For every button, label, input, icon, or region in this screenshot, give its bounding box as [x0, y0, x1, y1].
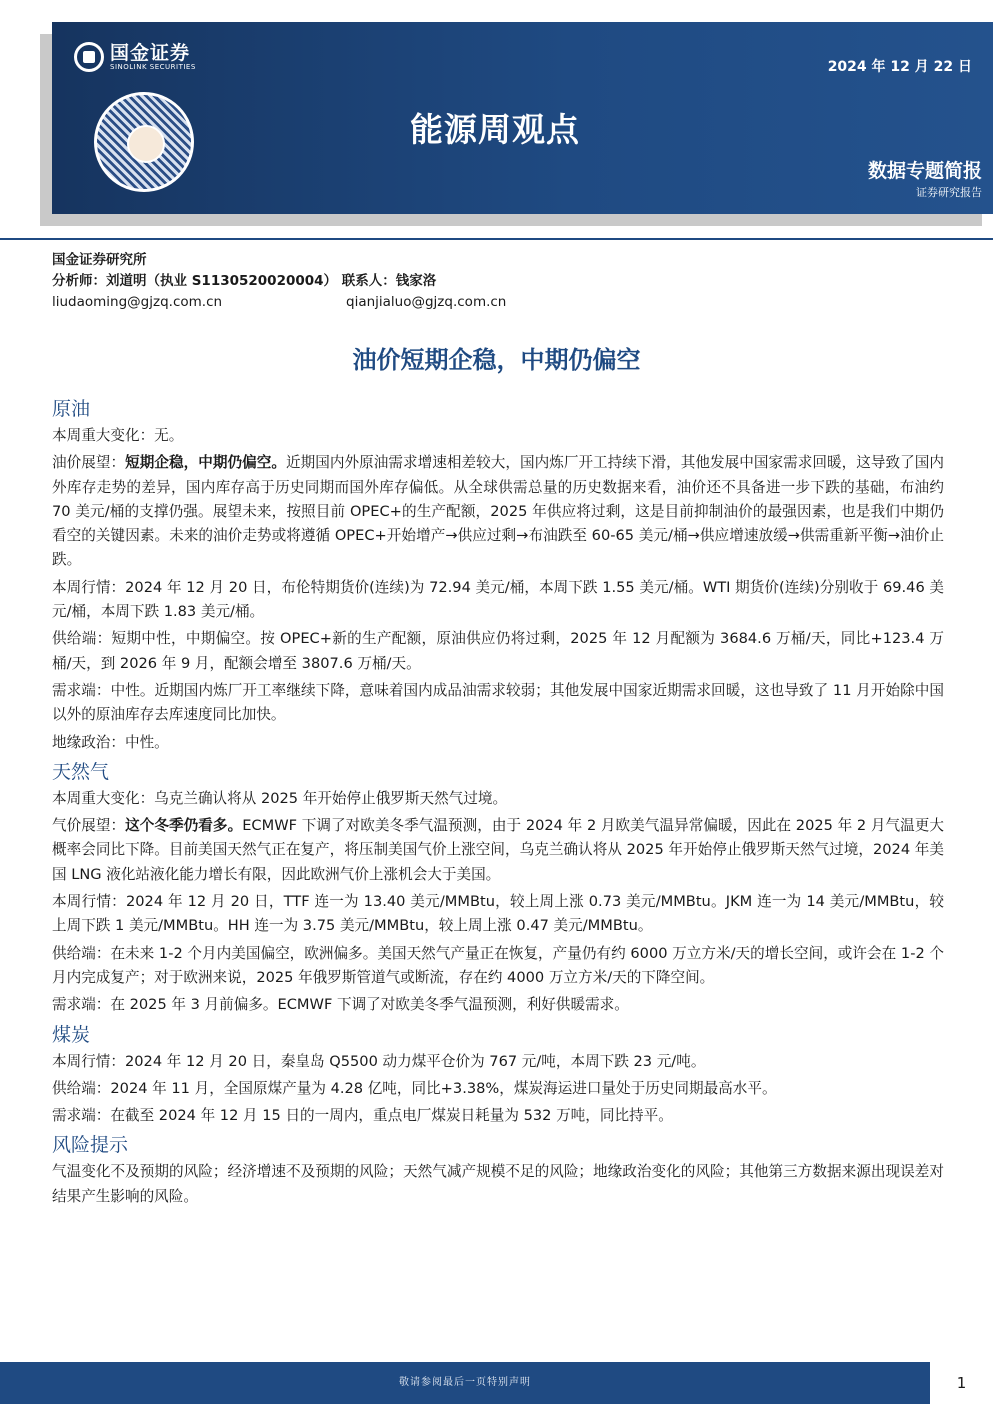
report-date: 2024 年 12 月 22 日 [827, 59, 972, 75]
gas-outlook-text: ECMWF 下调了对欧美冬季气温预测，由于 2024 年 2 月欧美气温异常偏暖，因此在 2025 年 2 月气温更大概率会同比下降。目前美国天然气正在复产，将压制美国气价上涨空间，乌克兰确认将从 2025 年开始停止俄罗斯天然气过境，2024 年美国 LNG 液化站液化能力增长有限，因此欧洲气价上涨机会大于美国。 [52, 817, 944, 883]
header-divider [0, 238, 993, 240]
header-banner [52, 22, 993, 214]
gas-supply: 供给端：在未来 1-2 个月内美国偏空，欧洲偏多。美国天然气产量正在恢复，产量仍有约 6000 万立方米/天的增长空间，或许会在 1-2 个月内完成复产；对于欧洲来说，2025 年俄罗斯管道气或断流，存在约 4000 万立方米/天的下降空间。 [52, 944, 944, 986]
crude-outlook-text: 近期国内外原油需求增速相差较大，国内炼厂开工持续下滑，其他发展中国家需求回暖，这导致了国内外库存走势的差异，国内库存高于历史同期而国外库存偏低。从全球供需总量的历史数据来看，油价还不具备进一步下跌的基础，布油约 70 美元/桶的支撑仍强。展望未来，按照目前 OPEC+的生产配额，2025 年供应将过剩，这是目前抑制油价的最强因素，也是我们中期仍看空的关键因素。未来的油价走势或将遵循 OPEC+开始增产→供应过剩→布油跌至 60-65 美元/桶→供应增速放缓→供需重新平衡→油价止跌。 [52, 454, 944, 569]
author-block [52, 250, 506, 313]
institute-name: 国金证券研究所 [52, 252, 147, 268]
contact-email-link[interactable]: qianjialuo@gjzq.com.cn [346, 294, 507, 310]
main-title: 油价短期企稳，中期仍偏空 [352, 346, 641, 374]
crude-geopolitics: 地缘政治：中性。 [52, 733, 169, 751]
gas-market: 本周行情：2024 年 12 月 20 日，TTF 连一为 13.40 美元/MMBtu，较上周上涨 0.73 美元/MMBtu。JKM 连一为 14 美元/MMBtu，较上周下跌 1 美元/MMBtu。HH 连一为 3.75 美元/MMBtu，较上周上涨 0.47 美元/MMBtu。 [52, 893, 944, 935]
crude-outlook-lead: 油价展望： [52, 454, 126, 472]
section-heading-gas: 天然气 [52, 760, 110, 783]
crude-market: 本周行情：2024 年 12 月 20 日，布伦特期货价(连续)为 72.94 美元/桶，本周下跌 1.55 美元/桶。WTI 期货价(连续)分别收于 69.46 美元/桶，本周下跌 1.83 美元/桶。 [52, 578, 944, 621]
section-heading-coal: 煤炭 [52, 1023, 91, 1046]
crude-weekly-change: 本周重大变化：无。 [52, 427, 184, 444]
logo-cn: 国金证券 [110, 41, 191, 64]
gas-outlook-lead: 气价展望： [52, 817, 126, 835]
section-heading-risk: 风险提示 [52, 1134, 129, 1157]
coal-market: 本周行情：2024 年 12 月 20 日，秦皇岛 Q5500 动力煤平仓价为 767 元/吨，本周下跌 23 元/吨。 [52, 1052, 706, 1070]
coal-supply: 供给端：2024 年 11 月，全国原煤产量为 4.28 亿吨，同比+3.38%，煤炭海运进口量处于历史同期最高水平。 [52, 1079, 777, 1097]
company-logo [74, 42, 196, 72]
report-body [52, 392, 944, 1212]
footer-disclaimer: 敬请参阅最后一页特别声明 [0, 1362, 930, 1404]
analyst-line: 分析师：刘道明（执业 S1130520020004） 联系人：钱家洛 [52, 273, 437, 289]
email-row [52, 292, 506, 313]
gas-demand: 需求端：在 2025 年 3 月前偏多。ECMWF 下调了对欧美冬季气温预测，利好供暖需求。 [52, 996, 629, 1014]
page-number: 1 [956, 1374, 967, 1392]
crude-outlook-bold: 短期企稳，中期仍偏空。 [125, 454, 286, 472]
analyst-email-link[interactable]: liudaoming@gjzq.com.cn [52, 294, 223, 310]
report-type: 证券研究报告 [916, 186, 982, 199]
section-heading-crude: 原油 [52, 398, 91, 420]
crude-outlook [52, 451, 944, 572]
risk-text: 气温变化不及预期的风险；经济增速不及预期的风险；天然气减产规模不足的风险；地缘政治变化的风险；其他第三方数据来源出现误差对结果产生影响的风险。 [52, 1163, 944, 1205]
gas-outlook [52, 814, 944, 887]
crude-supply: 供给端：短期中性，中期偏空。按 OPEC+新的生产配额，原油供应仍将过剩，2025 年 12 月配额为 3684.6 万桶/天，同比+123.4 万桶/天，到 2026 年 9 月，配额会增至 3807.6 万桶/天。 [52, 630, 944, 672]
gas-outlook-bold: 这个冬季仍看多。 [125, 817, 243, 835]
gas-weekly-change: 本周重大变化：乌克兰确认将从 2025 年开始停止俄罗斯天然气过境。 [52, 789, 508, 807]
crude-demand: 需求端：中性。近期国内炼厂开工率继续下降，意味着国内成品油需求较弱；其他发展中国家近期需求回暖，这也导致了 11 月开始除中国以外的原油库存去库速度同比加快。 [52, 681, 944, 724]
logo-icon [74, 42, 104, 72]
report-title: 能源周观点 [410, 110, 580, 149]
qr-code-icon [94, 92, 194, 192]
coal-demand: 需求端：在截至 2024 年 12 月 15 日的一周内，重点电厂煤炭日耗量为 532 万吨，同比持平。 [52, 1107, 673, 1125]
report-subtitle: 数据专题简报 [867, 160, 982, 182]
logo-en: SINOLINK SECURITIES [110, 62, 196, 71]
qr-center-logo-icon [127, 125, 165, 163]
